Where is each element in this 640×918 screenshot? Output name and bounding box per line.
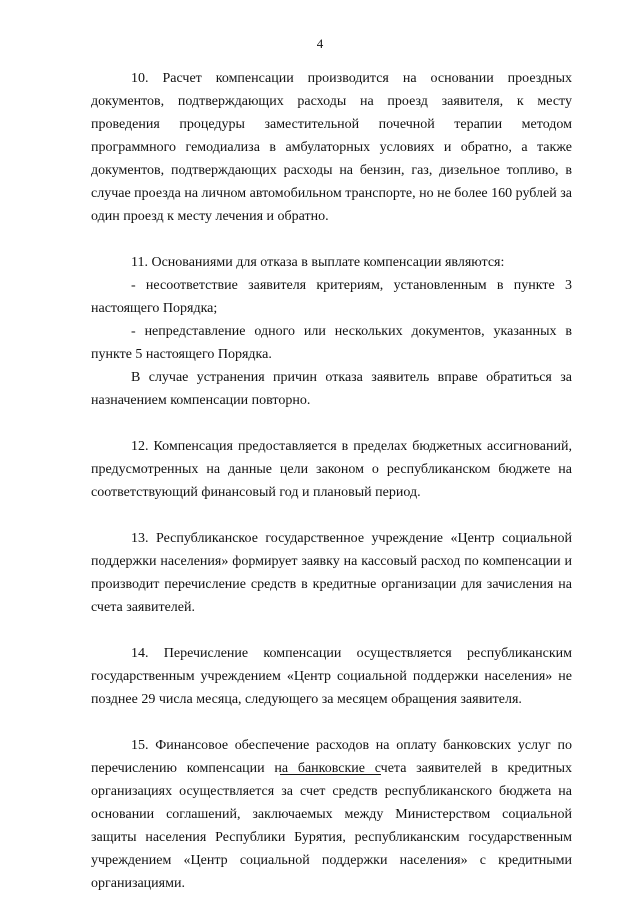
clause-10-text: 10. Расчет компенсации производится на основании проездных документов, подтверждающих расходы на проезд заявителя, к месту проведения процедуры заместительной почечной терапии методом программного гемодиализа в амбулаторных условиях и обратно, а также документов, подтверждающих расходы на бензин, газ, дизельное топливо, в случае проезда на личном автомобильном транспорте, но не более 160 рублей за один проезд к месту лечения и обратно. — [91, 71, 572, 224]
clause-10 — [91, 67, 572, 228]
clause-12 — [91, 435, 572, 504]
clause-14-text: 14. Перечисление компенсации осуществляется республиканским государственным учреждением «Центр социальной поддержки населения» не позднее 29 числа месяца, следующего за месяцем обращения заявителя. — [91, 646, 572, 707]
end-separator-line — [280, 774, 381, 775]
clause-11-item-2: - непредставление одного или нескольких документов, указанных в пункте 5 настоящего Порядка. — [91, 324, 572, 362]
clause-15 — [91, 734, 572, 895]
clause-11-item-1: - несоответствие заявителя критериям, установленным в пункте 3 настоящего Порядка; — [91, 278, 572, 316]
clause-14 — [91, 642, 572, 711]
clause-13 — [91, 527, 572, 619]
clause-13-text: 13. Республиканское государственное учреждение «Центр социальной поддержки населения» формирует заявку на кассовый расход по компенсации и производит перечисление средств в кредитные организации для зачисления на счета заявителей. — [91, 531, 572, 615]
page-number: 4 — [316, 36, 324, 51]
clause-11-intro: 11. Основаниями для отказа в выплате компенсации являются: — [131, 255, 505, 270]
clause-15-text: 15. Финансовое обеспечение расходов на оплату банковских услуг по перечислению компенсации на банковские счета заявителей в кредитных организациях осуществляется за счет средств республиканского бюджета на основании соглашений, заключаемых между Министерством социальной защиты населения Республики Бурятия, республиканским государственным учреждением «Центр социальной поддержки населения» с кредитными организациями. — [91, 738, 572, 891]
clause-12-text: 12. Компенсация предоставляется в пределах бюджетных ассигнований, предусмотренных на данные цели законом о республиканском бюджете на соответствующий финансовый год и плановый период. — [91, 439, 572, 500]
clause-11 — [91, 251, 572, 412]
document-body — [91, 67, 572, 918]
clause-11-note: В случае устранения причин отказа заявитель вправе обратиться за назначением компенсации повторно. — [91, 370, 572, 408]
